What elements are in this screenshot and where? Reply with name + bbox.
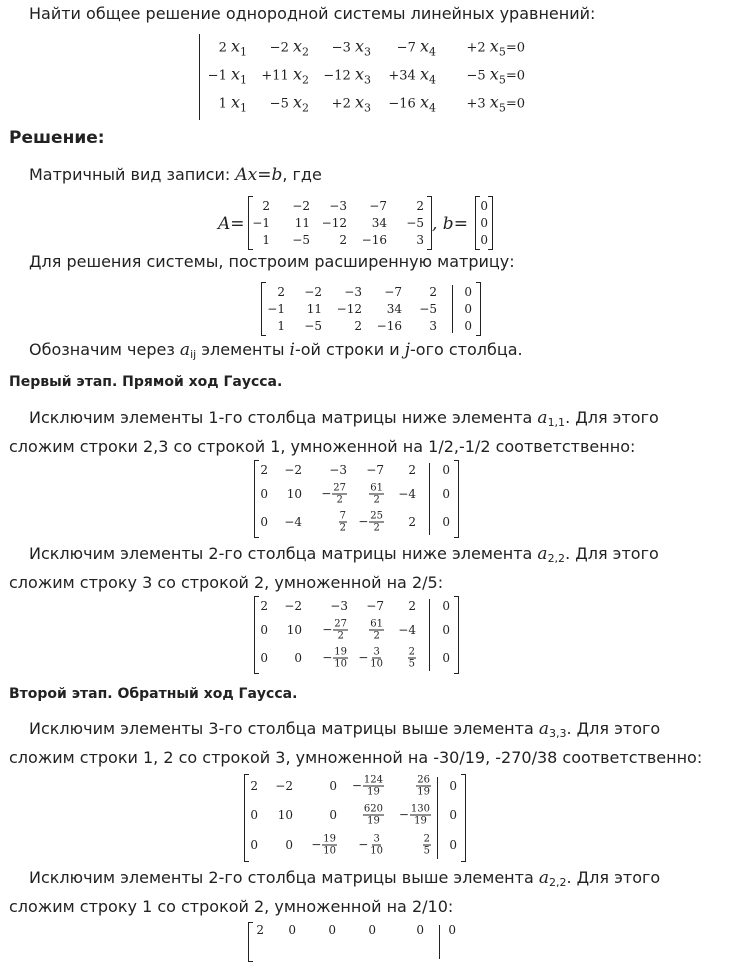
- right-bracket: [476, 282, 481, 336]
- matrix-cell: 0: [449, 838, 457, 852]
- matrix-cell: $\frac{26}{19}$: [417, 774, 430, 798]
- matrix-cell: 0: [449, 779, 457, 793]
- matrix-a: [248, 196, 432, 250]
- step-4-text: Исключим элементы 2-го столбца матрицы выше элемента $a_{2,2}$. Для этого сложим строку 1 со строкой 2, умноженной на 2/10:: [9, 868, 661, 916]
- system-term: +2 $x_3$: [331, 92, 371, 115]
- vector-b-label: , b=: [432, 214, 468, 234]
- matrix-cell: −7: [366, 599, 384, 613]
- matrix-cell: − $\frac{19}{10}$: [311, 833, 336, 857]
- matrix-cell: $\frac{7}{2}$: [339, 510, 346, 534]
- matrix-cell: 0: [250, 838, 258, 852]
- matrix-step-1: [254, 460, 459, 538]
- system-term: −5 $x_5=0$: [466, 64, 525, 87]
- matrix-cell: −5: [406, 216, 424, 230]
- matrix-cell: 2: [354, 319, 362, 333]
- right-bracket: [454, 460, 459, 538]
- matrix-cell: 2: [256, 923, 264, 937]
- system-term: −16 $x_4$: [388, 92, 436, 115]
- matrix-cell: −3: [329, 199, 347, 213]
- augmented-matrix: [261, 282, 481, 336]
- matrix-cell: 2: [277, 285, 285, 299]
- matrix-cell: 1: [262, 233, 270, 247]
- stage-2-title: Второй этап. Обратный ход Гаусса.: [9, 686, 298, 702]
- matrix-cell: 2: [429, 285, 437, 299]
- left-bracket: [254, 596, 259, 674]
- system-term: +3 $x_5=0$: [466, 92, 525, 115]
- system-term: −1 $x_1$: [207, 64, 247, 87]
- matrix-cell: −7: [369, 199, 387, 213]
- intro-text: Найти общее решение однородной системы линейных уравнений:: [29, 4, 596, 23]
- augment-separator: [437, 777, 438, 859]
- system-term: +34 $x_4$: [388, 64, 436, 87]
- matrix-cell: 3: [416, 233, 424, 247]
- matrix-cell: $\frac{61}{2}$: [370, 618, 383, 642]
- matrix-cell: 1: [277, 319, 285, 333]
- matrix-cell: 0: [260, 515, 268, 529]
- matrix-cell: −7: [366, 463, 384, 477]
- matrix-cell: 0: [480, 216, 488, 230]
- matrix-cell: 0: [260, 623, 268, 637]
- matrix-cell: 2: [250, 779, 258, 793]
- matrix-cell: 0: [442, 463, 450, 477]
- matrix-cell: 0: [442, 651, 450, 665]
- matrix-cell: 2: [260, 599, 268, 613]
- matrix-cell: − $\frac{27}{2}$: [322, 618, 347, 642]
- matrix-cell: 0: [442, 487, 450, 501]
- matrix-cell: 10: [286, 623, 302, 637]
- matrix-cell: − $\frac{3}{10}$: [358, 646, 383, 670]
- matrix-cell: 34: [386, 302, 402, 316]
- matrix-cell: −2: [304, 285, 322, 299]
- matrix-cell: −5: [292, 233, 310, 247]
- matrix-a-label: A=: [218, 214, 245, 234]
- matrix-step-4-partial: [248, 922, 464, 962]
- matrix-cell: 10: [286, 487, 302, 501]
- matrix-cell: $\frac{61}{2}$: [370, 482, 383, 506]
- matrix-cell: $\frac{2}{5}$: [423, 833, 430, 857]
- matrix-cell: −2: [292, 199, 310, 213]
- right-bracket: [454, 596, 459, 674]
- matrix-cell: 0: [288, 923, 296, 937]
- notation-text: Обозначим через $a_{ij}$ элементы i-ой строки и j-ого столбца.: [29, 340, 523, 361]
- matrix-cell: 11: [294, 216, 310, 230]
- matrix-cell: 0: [442, 515, 450, 529]
- matrix-cell: 0: [480, 199, 488, 213]
- matrix-cell: − $\frac{124}{19}$: [351, 774, 383, 798]
- matrix-cell: 0: [464, 285, 472, 299]
- matrix-cell: 0: [250, 808, 258, 822]
- matrix-cell: −5: [304, 319, 322, 333]
- matrix-cell: − $\frac{27}{2}$: [321, 482, 346, 506]
- matrix-cell: −4: [398, 623, 416, 637]
- matrix-form-line: Матричный вид записи: Ax=b, где: [29, 165, 322, 185]
- left-bracket: [475, 196, 480, 250]
- matrix-cell: 2: [339, 233, 347, 247]
- stage-1-title: Первый этап. Прямой ход Гаусса.: [9, 374, 283, 390]
- matrix-cell: 0: [260, 487, 268, 501]
- matrix-cell: 0: [260, 651, 268, 665]
- augment-separator: [452, 285, 453, 333]
- step-3-text: Исключим элементы 3-го столбца матрицы выше элемента $a_{3,3}$. Для этого сложим строки 1, 2 со строкой 3, умноженной на -30/19, -270/38 соответственно:: [9, 719, 703, 767]
- matrix-cell: 10: [277, 808, 293, 822]
- matrix-cell: 0: [328, 923, 336, 937]
- matrix-cell: −2: [284, 599, 302, 613]
- left-bracket: [254, 460, 259, 538]
- matrix-cell: 0: [329, 779, 337, 793]
- matrix-cell: 0: [464, 302, 472, 316]
- matrix-cell: 2: [408, 463, 416, 477]
- matrix-cell: −3: [330, 599, 348, 613]
- equation-system: [199, 34, 525, 120]
- left-bracket: [244, 774, 249, 862]
- matrix-cell: 2: [408, 599, 416, 613]
- left-bracket: [248, 922, 253, 962]
- matrix-cell: −4: [398, 487, 416, 501]
- augment-separator: [429, 599, 430, 671]
- matrix-cell: 0: [449, 808, 457, 822]
- matrix-cell: −7: [384, 285, 402, 299]
- matrix-cell: − $\frac{25}{2}$: [358, 510, 383, 534]
- system-term: +11 $x_2$: [261, 64, 309, 87]
- matrix-cell: 0: [294, 651, 302, 665]
- matrix-cell: −3: [344, 285, 362, 299]
- matrix-cell: −12: [336, 302, 362, 316]
- matrix-cell: 0: [416, 923, 424, 937]
- augment-separator: [439, 925, 440, 959]
- matrix-cell: 0: [442, 599, 450, 613]
- system-term: +2 $x_5=0$: [466, 36, 525, 59]
- system-term: −3 $x_3$: [331, 36, 371, 59]
- step-2-text: Исключим элементы 2-го столбца матрицы ниже элемента $a_{2,2}$. Для этого сложим строку 3 со строкой 2, умноженной на 2/5:: [9, 544, 659, 592]
- right-bracket: [461, 774, 466, 862]
- matrix-cell: 0: [368, 923, 376, 937]
- matrix-cell: 3: [429, 319, 437, 333]
- matrix-step-3: [244, 774, 466, 862]
- system-term: −2 $x_2$: [269, 36, 309, 59]
- matrix-cell: 0: [285, 838, 293, 852]
- matrix-cell: 0: [442, 623, 450, 637]
- step-1-text: Исключим элементы 1-го столбца матрицы ниже элемента $a_{1,1}$. Для этого сложим строки 2,3 со строкой 1, умноженной на 1/2,-1/2 соответственно:: [9, 408, 659, 456]
- left-bracket: [261, 282, 266, 336]
- matrix-cell: 0: [464, 319, 472, 333]
- matrix-cell: −4: [284, 515, 302, 529]
- matrix-cell: −2: [284, 463, 302, 477]
- matrix-cell: 2: [416, 199, 424, 213]
- matrix-cell: − $\frac{130}{19}$: [398, 803, 430, 827]
- matrix-cell: 0: [480, 233, 488, 247]
- solution-heading: Решение:: [9, 128, 105, 148]
- matrix-cell: −3: [329, 463, 347, 477]
- system-term: −5 $x_2$: [269, 92, 309, 115]
- matrix-cell: −16: [376, 319, 402, 333]
- matrix-cell: 2: [260, 463, 268, 477]
- augmented-text: Для решения системы, построим расширенную матрицу:: [29, 252, 515, 271]
- matrix-cell: 34: [371, 216, 387, 230]
- matrix-cell: − $\frac{19}{10}$: [322, 646, 347, 670]
- matrix-cell: − $\frac{3}{10}$: [358, 833, 383, 857]
- matrix-cell: −12: [321, 216, 347, 230]
- matrix-cell: $\frac{620}{19}$: [363, 803, 383, 827]
- system-term: 1 $x_1$: [218, 92, 247, 115]
- matrix-cell: $\frac{2}{5}$: [408, 646, 415, 670]
- matrix-cell: −5: [419, 302, 437, 316]
- matrix-cell: −1: [267, 302, 285, 316]
- system-term: −7 $x_4$: [396, 36, 436, 59]
- matrix-cell: 11: [306, 302, 322, 316]
- matrix-cell: −2: [275, 779, 293, 793]
- matrix-cell: 0: [329, 808, 337, 822]
- matrix-cell: 2: [408, 515, 416, 529]
- matrix-cell: −1: [252, 216, 270, 230]
- system-term: 2 $x_1$: [218, 36, 247, 59]
- matrix-cell: −16: [361, 233, 387, 247]
- matrix-cell: 2: [262, 199, 270, 213]
- augment-separator: [429, 463, 430, 535]
- system-term: −12 $x_3$: [323, 64, 371, 87]
- right-bracket: [488, 196, 493, 250]
- vector-b: [475, 196, 493, 250]
- matrix-step-2: [254, 596, 459, 674]
- matrix-cell: 0: [448, 923, 456, 937]
